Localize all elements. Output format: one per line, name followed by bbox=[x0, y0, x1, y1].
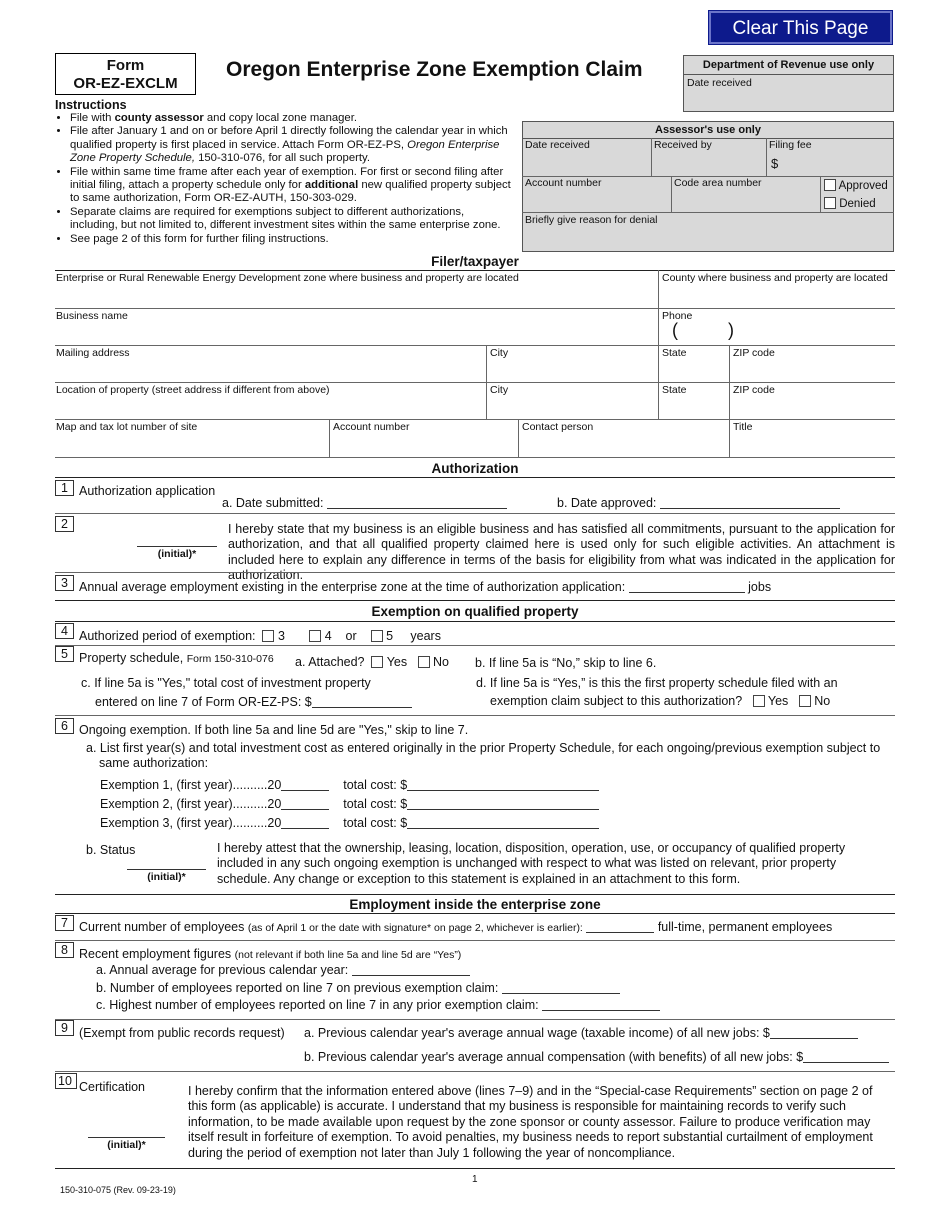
line9a-row bbox=[304, 1026, 858, 1040]
clear-page-button[interactable]: Clear This Page bbox=[709, 11, 892, 44]
exemption-section-title: Exemption on qualified property bbox=[371, 604, 579, 619]
period-years: years bbox=[410, 629, 441, 643]
filer-account-number-label: Account number bbox=[333, 421, 410, 433]
authorization-section-title: Authorization bbox=[431, 461, 519, 476]
line8-title bbox=[79, 947, 461, 961]
line5d-row bbox=[490, 694, 830, 708]
line5a-yes-label: Yes bbox=[386, 655, 408, 669]
line5d-yes-label: Yes bbox=[767, 694, 789, 708]
line1b-label: b. Date approved: bbox=[557, 496, 657, 510]
instructions-title: Instructions bbox=[55, 98, 127, 112]
line5a-label: a. Attached? bbox=[295, 655, 365, 669]
approved-option bbox=[824, 179, 888, 192]
page-title: Oregon Enterprise Zone Exemption Claim bbox=[226, 58, 643, 81]
period-or: or bbox=[345, 629, 357, 643]
line-number-3: 3 bbox=[55, 575, 74, 591]
line5c-label: entered on line 7 of Form OR-EZ-PS: $ bbox=[95, 695, 312, 709]
line5a-no-label: No bbox=[433, 655, 450, 669]
line1-label: Authorization application bbox=[79, 484, 216, 498]
exemption2-label: Exemption 2, (first year)..........20 bbox=[100, 797, 282, 811]
line8-label: Recent employment figures bbox=[79, 947, 232, 961]
page-number: 1 bbox=[472, 1174, 478, 1185]
exemption3-cost-label: total cost: $ bbox=[343, 816, 408, 830]
line8c-input[interactable] bbox=[542, 999, 660, 1011]
county-field-label: County where business and property are located bbox=[662, 272, 888, 284]
mailing-zip-label: ZIP code bbox=[733, 347, 775, 359]
exemption3-label: Exemption 3, (first year)..........20 bbox=[100, 816, 282, 830]
filing-fee-dollar-sign: $ bbox=[771, 156, 779, 171]
line1a-label: a. Date submitted: bbox=[222, 496, 324, 510]
line5a-yes-checkbox[interactable] bbox=[371, 656, 383, 668]
exemption1-label: Exemption 1, (first year)..........20 bbox=[100, 778, 282, 792]
line8b-label: b. Number of employees reported on line 7 on previous exemption claim: bbox=[96, 981, 499, 995]
line2-statement: I hereby state that my business is an eligible business and has satisfied all commitments, pursuant to the application for authorization, and that all qualified property claimed here is used only for such eligible activities. An attachment is included here to explain any difference in terms of the basis for eligibility from what was indicated in the application for authorization. bbox=[228, 522, 895, 583]
period-4-checkbox[interactable] bbox=[309, 630, 321, 642]
denied-checkbox[interactable] bbox=[824, 197, 836, 209]
instructions-list bbox=[56, 112, 514, 246]
line8b-row bbox=[96, 981, 620, 995]
line8b-input[interactable] bbox=[502, 982, 620, 994]
assessor-account-number-label: Account number bbox=[525, 177, 602, 189]
exemption1-cost-input[interactable] bbox=[407, 779, 599, 791]
phone-label: Phone bbox=[662, 310, 693, 322]
line8c-label: c. Highest number of employees reported on line 7 in any prior exemption claim: bbox=[96, 998, 539, 1012]
line8-note: (not relevant if both line 5a and line 5d are “Yes”) bbox=[234, 949, 462, 961]
period-3-label: 3 bbox=[277, 629, 285, 643]
line10-statement: I hereby confirm that the information entered above (lines 7–9) and in the “Special-case Requirements” section on page 2 of this form (as applicable) is accurate. I understand that my business is responsible for maintaining records to verify such information, to be made available upon request by the zone sponsor or county assessor. Failure to produce verification may itself result in forfeiture of exemption. To avoid penalties, my business needs to report substantial curtailment of employment during the period of exemption not later than July 1 following the year of noncompliance. bbox=[188, 1084, 873, 1160]
line6b-label: b. Status bbox=[86, 843, 136, 857]
line8a-row bbox=[96, 963, 470, 977]
zone-field-label: Enterprise or Rural Renewable Energy Development zone where business and property are located bbox=[56, 272, 519, 284]
form-number-box bbox=[55, 53, 196, 95]
line5d-no-checkbox[interactable] bbox=[799, 695, 811, 707]
filer-section-title: Filer/taxpayer bbox=[431, 254, 519, 269]
line3-row bbox=[79, 580, 771, 594]
line4-row bbox=[79, 629, 441, 643]
denied-option bbox=[824, 197, 876, 210]
denial-reason-label: Briefly give reason for denial bbox=[525, 214, 658, 226]
line-number-1: 1 bbox=[55, 480, 74, 496]
line8a-label: a. Annual average for previous calendar year: bbox=[96, 963, 349, 977]
assessor-filing-fee-label: Filing fee bbox=[769, 139, 812, 151]
map-tax-lot-label: Map and tax lot number of site bbox=[56, 421, 198, 433]
assessor-date-received-label: Date received bbox=[525, 139, 590, 151]
assessor-code-area-label: Code area number bbox=[674, 177, 762, 189]
exemption2-year-input[interactable] bbox=[281, 798, 329, 810]
line-number-5: 5 bbox=[55, 646, 74, 662]
line-number-6: 6 bbox=[55, 718, 74, 734]
line9a-input[interactable] bbox=[770, 1027, 858, 1039]
line2-initial[interactable]: (initial)* bbox=[137, 546, 217, 560]
line7-label: Current number of employees bbox=[79, 920, 245, 934]
line10-initial[interactable]: (initial)* bbox=[88, 1137, 165, 1151]
employment-section-title: Employment inside the enterprise zone bbox=[349, 897, 601, 912]
approved-checkbox[interactable] bbox=[824, 179, 836, 191]
line7-note: (as of April 1 or the date with signature* on page 2, whichever is earlier): bbox=[247, 922, 583, 934]
phone-area-code-parens: ( ) bbox=[672, 320, 734, 340]
line5-form-ref: Form 150-310-076 bbox=[186, 653, 274, 665]
line5a-no-checkbox[interactable] bbox=[418, 656, 430, 668]
assessor-box-title: Assessor's use only bbox=[523, 122, 893, 139]
exemption2-cost-input[interactable] bbox=[407, 798, 599, 810]
line5a-row bbox=[295, 655, 449, 669]
instruction-item: • File within same time frame after each year of exemption. For first or second filing after initial filing, attach a property schedule only for additional new qualified property subject to same authorization, Form OR-EZ-AUTH, 150-303-029. bbox=[70, 166, 514, 206]
contact-title-label: Title bbox=[733, 421, 753, 433]
dor-use-box bbox=[683, 55, 894, 112]
line1b-date-approved bbox=[557, 496, 840, 510]
line3-unit: jobs bbox=[748, 580, 772, 594]
line6-label: Ongoing exemption. If both line 5a and line 5d are "Yes," skip to line 7. bbox=[79, 723, 469, 737]
line10-label: Certification bbox=[79, 1080, 145, 1094]
line6b-initial[interactable]: (initial)* bbox=[127, 869, 206, 883]
line5d-no-label: No bbox=[814, 694, 831, 708]
dor-date-received-label: Date received bbox=[687, 77, 752, 89]
line9a-label: a. Previous calendar year's average annual wage (taxable income) of all new jobs: $ bbox=[304, 1026, 770, 1040]
line7-unit: full-time, permanent employees bbox=[657, 920, 833, 934]
period-5-label: 5 bbox=[386, 629, 394, 643]
denied-label: Denied bbox=[839, 198, 876, 210]
line5c-line1: c. If line 5a is "Yes," total cost of investment property bbox=[81, 676, 371, 690]
line-number-8: 8 bbox=[55, 942, 74, 958]
property-state-label: State bbox=[662, 384, 687, 396]
line5-title bbox=[79, 651, 274, 665]
instruction-item: • Separate claims are required for exemptions subject to different authorizations, including, but not limited to, different investment sites within the same enterprise zone. bbox=[70, 206, 514, 233]
line7-row bbox=[79, 920, 832, 934]
contact-person-label: Contact person bbox=[522, 421, 594, 433]
line9b-input[interactable] bbox=[803, 1051, 889, 1063]
line3-input[interactable] bbox=[629, 581, 745, 593]
line8a-input[interactable] bbox=[352, 964, 470, 976]
line7-input[interactable] bbox=[586, 921, 654, 933]
form-revision: 150-310-075 (Rev. 09-23-19) bbox=[60, 1185, 176, 1195]
line4-label: Authorized period of exemption: bbox=[79, 629, 256, 643]
line9-label: (Exempt from public records request) bbox=[79, 1026, 285, 1040]
exemption2-row bbox=[100, 797, 599, 811]
property-zip-label: ZIP code bbox=[733, 384, 775, 396]
line6a-instruction: a. List first year(s) and total investment cost as entered originally in the prior Property Schedule, for each ongoing/previous exemption subject to same authorization: bbox=[86, 741, 881, 771]
line6b-statement: I hereby attest that the ownership, leasing, location, disposition, operation, use, or occupancy of qualified property included in any such ongoing exemption is unchanged with respect to what was listed on relevant, prior property schedule. Any change or exception to this statement is explained in an attachment to this form. bbox=[217, 841, 846, 886]
line1a-date-submitted bbox=[222, 496, 507, 510]
line-number-9: 9 bbox=[55, 1020, 74, 1036]
line9b-row bbox=[304, 1050, 889, 1064]
exemption1-year-input[interactable] bbox=[281, 779, 329, 791]
form-label: Form bbox=[106, 57, 145, 74]
exemption3-row bbox=[100, 816, 599, 830]
exemption3-year-input[interactable] bbox=[281, 817, 329, 829]
line5d-label: exemption claim subject to this authorization? bbox=[490, 694, 743, 708]
mailing-address-label: Mailing address bbox=[56, 347, 130, 359]
period-5-checkbox[interactable] bbox=[371, 630, 383, 642]
line3-label: Annual average employment existing in the enterprise zone at the time of authorization application: bbox=[79, 580, 626, 594]
line-number-4: 4 bbox=[55, 623, 74, 639]
exemption2-cost-label: total cost: $ bbox=[343, 797, 408, 811]
exemption1-cost-label: total cost: $ bbox=[343, 778, 408, 792]
dor-box-title: Department of Revenue use only bbox=[684, 56, 893, 75]
line5b-instruction: b. If line 5a is “No,” skip to line 6. bbox=[475, 656, 657, 670]
line5c-input[interactable] bbox=[312, 696, 412, 708]
line5d-yes-checkbox[interactable] bbox=[753, 695, 765, 707]
property-city-label: City bbox=[490, 384, 509, 396]
assessor-received-by-label: Received by bbox=[654, 139, 712, 151]
instruction-item: • File with county assessor and copy local zone manager. bbox=[70, 112, 514, 125]
line-number-10: 10 bbox=[55, 1073, 77, 1089]
mailing-city-label: City bbox=[490, 347, 509, 359]
instruction-item: • File after January 1 and on or before April 1 directly following the calendar year in which qualified property is first placed in service. Attach Form OR-EZ-PS, Oregon Enterprise Zone Property Schedule, 150-310-076, for all such property. bbox=[70, 125, 514, 165]
mailing-state-label: State bbox=[662, 347, 687, 359]
line8c-row bbox=[96, 998, 660, 1012]
approved-label: Approved bbox=[838, 180, 888, 192]
line5d-line1: d. If line 5a is “Yes,” is this the first property schedule filed with an bbox=[476, 676, 838, 690]
line1b-input[interactable] bbox=[660, 497, 840, 509]
line5c-row bbox=[95, 695, 412, 709]
line-number-2: 2 bbox=[55, 516, 74, 532]
form-number: OR-EZ-EXCLM bbox=[73, 75, 178, 92]
line5-label: Property schedule, bbox=[79, 651, 184, 665]
line9b-label: b. Previous calendar year's average annual compensation (with benefits) of all new jobs: $ bbox=[304, 1050, 804, 1064]
property-location-label: Location of property (street address if different from above) bbox=[56, 384, 330, 396]
exemption3-cost-input[interactable] bbox=[407, 817, 599, 829]
instruction-item: • See page 2 of this form for further filing instructions. bbox=[70, 233, 514, 246]
period-3-checkbox[interactable] bbox=[262, 630, 274, 642]
business-name-label: Business name bbox=[56, 310, 128, 322]
line-number-7: 7 bbox=[55, 915, 74, 931]
exemption1-row bbox=[100, 778, 599, 792]
line1a-input[interactable] bbox=[327, 497, 507, 509]
period-4-label: 4 bbox=[324, 629, 332, 643]
